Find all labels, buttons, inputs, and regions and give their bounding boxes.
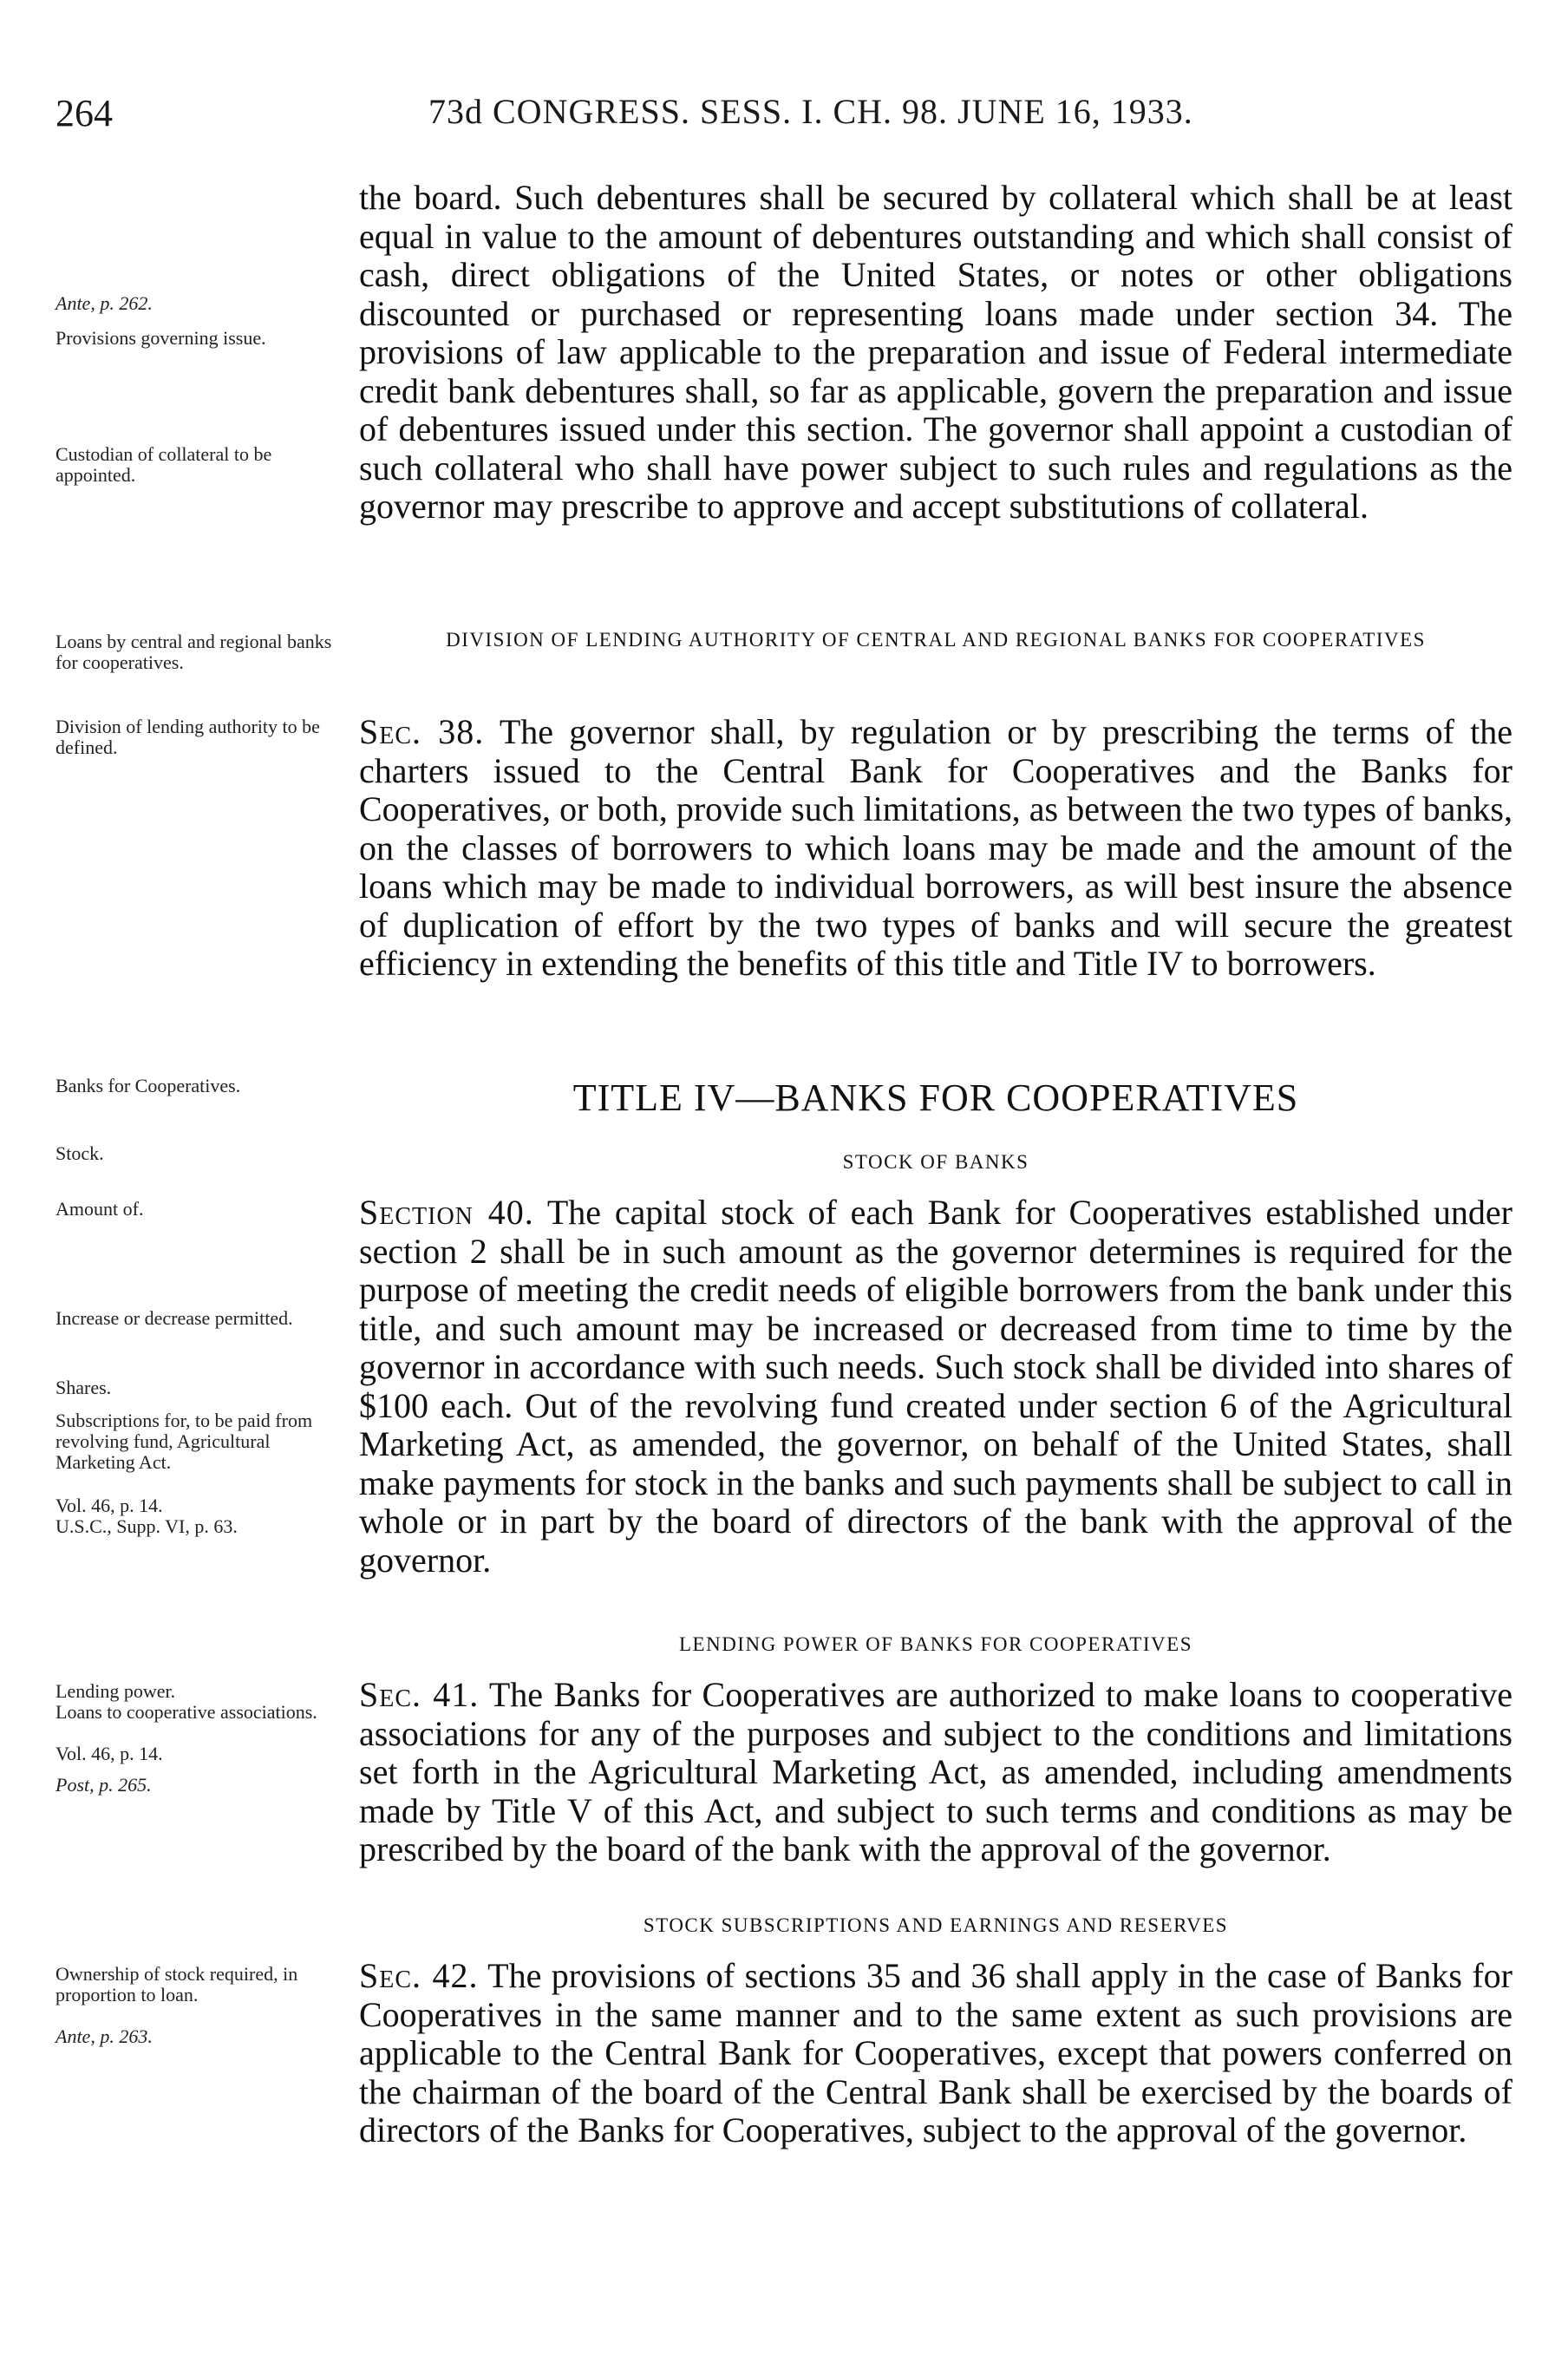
margin-note-amount-of: Amount of. [56,1198,144,1220]
margin-note-vol46-p14-a: Vol. 46, p. 14. [56,1495,163,1516]
margin-note-post-265: Post, p. 265. [56,1774,152,1796]
heading-division-lending: DIVISION OF LENDING AUTHORITY OF CENTRAL AND REGIONAL BANKS FOR COOPERATIVES [446,629,1426,651]
margin-note-loans-by-central: Loans by central and regional banks for cooperatives. [56,631,332,673]
margin-note-loans-to-coop: Loans to cooperative associations. [56,1701,317,1723]
section-42 [359,1957,1512,2150]
margin-note-provisions-governing: Provisions governing issue. [56,327,266,349]
margin-note-subscriptions: Subscriptions for, to be paid from revolving fund, Agricultural Marketing Act. [56,1410,313,1473]
margin-note-custodian: Custodian of collateral to be appointed. [56,443,272,486]
margin-note-lending-power: Lending power. [56,1680,176,1702]
heading-stock-of-banks: STOCK OF BANKS [842,1151,1029,1173]
margin-note-vol46-p14-b: Vol. 46, p. 14. [56,1743,163,1764]
title-iv-heading: TITLE IV—BANKS FOR COOPERATIVES [572,1076,1299,1119]
heading-stock-subscriptions: STOCK SUBSCRIPTIONS AND EARNINGS AND RESERVES [643,1914,1229,1936]
section-40-text: The capital stock of each Bank for Cooperatives established under section 2 shall be in such amount as the governor determines is required for the purpose of meeting the credit needs of eligible borrowers from the bank under this title, and such amount may be increased or decreased from time to time by the governor in accordance with such needs. Such stock shall be divided into shares of $100 each. Out of the revolving fund created under section 6 of the Agricultural Marketing Act, as amended, the governor, on behalf of the United States, shall make payments for stock in the banks and such payments shall be subject to call in whole or in part by the board of directors of the bank with the approval of the governor. [359,1193,1512,1580]
page-number: 264 [56,92,113,134]
margin-note-stock: Stock. [56,1142,104,1164]
section-38-text: The governor shall, by regulation or by prescribing the terms of the charters issued to the Central Bank for Cooperatives and the Banks for Cooperatives, or both, provide such limitations, as between the two types of banks, on the classes of borrowers to which loans may be made and the amount of the loans which may be made to individual borrowers, as will best insure the absence of duplication of effort by the two types of banks and will secure the greatest efficiency in extending the benefits of this title and Title IV to borrowers. [359,712,1513,983]
section-40 [359,1194,1512,1580]
margin-note-ante-262: Ante, p. 262. [56,292,153,314]
running-head: 73d CONGRESS. SESS. I. CH. 98. JUNE 16, 1933. [428,92,1193,131]
margin-note-increase-decrease: Increase or decrease permitted. [56,1307,293,1329]
margin-note-division-lending: Division of lending authority to be defined. [56,716,320,758]
section-41-text: The Banks for Cooperatives are authorized to make loans to cooperative associations for any of the purposes and subject to the conditions and limitations set forth in the Agricultural Marketing Act, as amended, including amendments made by Title V of this Act, and subject to such terms and conditions as may be prescribed by the board of the bank with the approval of the governor. [359,1675,1512,1868]
heading-lending-power: LENDING POWER OF BANKS FOR COOPERATIVES [678,1633,1192,1655]
section-38-label: Sec. 38. [359,712,485,751]
paragraph-debentures-text: the board. Such debentures shall be secured by collateral which shall be at least equal in value to the amount of debentures outstanding and which shall consist of cash, direct obligations of the United States, or notes or other obligations discounted or purchased or representing loans made under section 34. The provisions of law applicable to the preparation and issue of Federal intermediate credit bank debentures shall, so far as applicable, govern the preparation and issue of debentures issued under this section. The governor shall appoint a custodian of such collateral who shall have power subject to such rules and regulations as the governor may prescribe to approve and accept substitutions of collateral. [359,178,1512,526]
section-41-label: Sec. 41. [359,1675,480,1714]
section-42-label: Sec. 42. [359,1956,479,1995]
margin-note-shares: Shares. [56,1377,112,1398]
paragraph-debentures [359,179,1512,527]
section-42-text: The provisions of sections 35 and 36 shall apply in the case of Banks for Cooperatives in the same manner and to the same extent as such provisions are applicable to the Central Bank for Cooperatives, except that powers conferred on the chairman of the board of the Central Bank shall be exercised by the boards of directors of the Banks for Cooperatives, subject to the approval of the governor. [359,1956,1512,2149]
margin-note-usc-supp: U.S.C., Supp. VI, p. 63. [56,1515,238,1537]
section-40-label: Section 40. [359,1193,534,1232]
page-header [56,91,1512,143]
margin-note-ante-263: Ante, p. 263. [56,2025,153,2047]
section-38 [359,713,1512,984]
section-41 [359,1676,1512,1869]
margin-note-banks-for-coop: Banks for Cooperatives. [56,1075,241,1096]
margin-note-ownership: Ownership of stock required, in proportion to loan. [56,1963,298,2005]
